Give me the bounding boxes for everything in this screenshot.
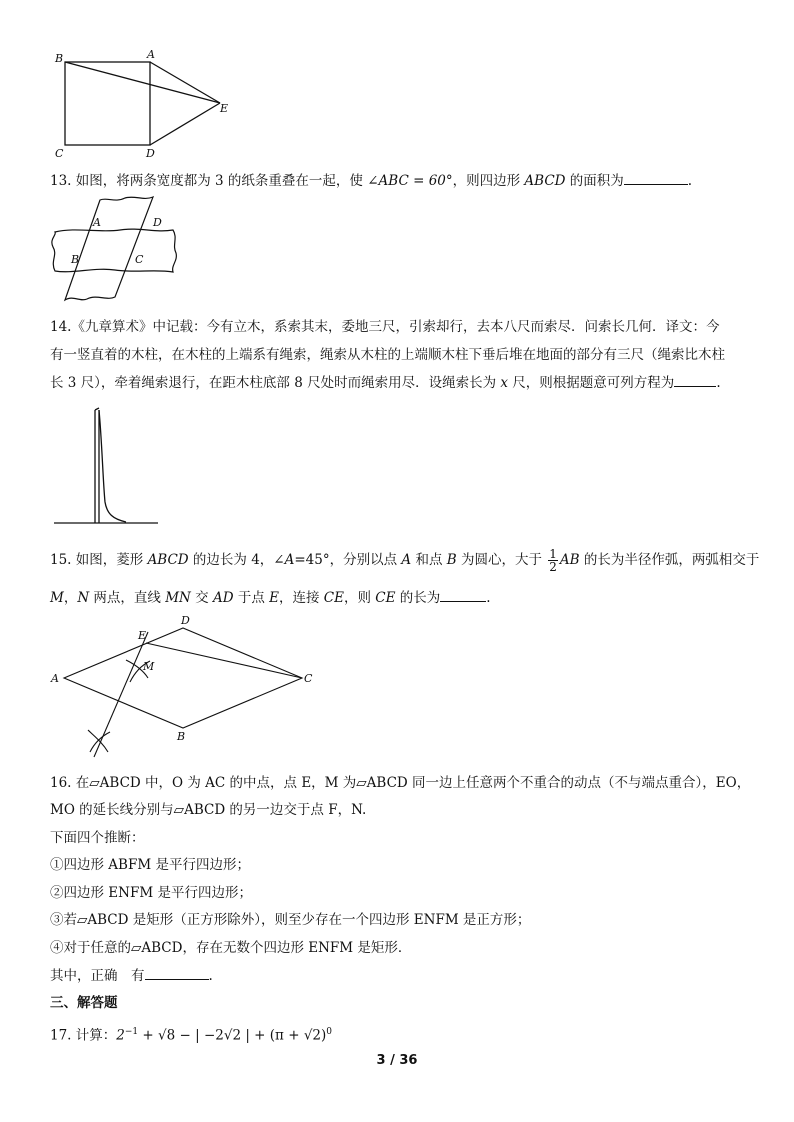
q15-text-c: =45°，分别以点 (294, 552, 402, 568)
q15-line2 (50, 587, 491, 608)
q15-CE: CE (323, 590, 344, 606)
q14-answer-blank[interactable] (674, 372, 716, 387)
q16-answer-blank[interactable] (145, 965, 209, 980)
figure-q13 (45, 195, 185, 310)
q15-E: E (269, 590, 279, 606)
fig15-label-C: C (304, 672, 313, 685)
q17-label: 17. 计算： (50, 1027, 117, 1044)
q16-inference-3: ③若▱ABCD 是矩形（正方形除外），则至少存在一个四边形 ENFM 是正方形； (50, 912, 531, 928)
q15-AB: AB (559, 552, 580, 568)
q15-text-i: 于点 (233, 590, 270, 606)
q14-var-x: x (500, 375, 509, 391)
q16-line3: 下面四个推断： (50, 830, 145, 846)
q13-middle: ，则四边形 (452, 173, 525, 189)
q14-line2: 有一竖直着的木柱，在木柱的上端系有绳索，绳索从木柱的上端顺木柱下垂后堆在地面的部分有三尺（绳索比木柱 (50, 347, 725, 363)
fig13-label-B: B (71, 253, 80, 266)
fig15-label-D: D (181, 614, 190, 627)
q14-line3 (50, 372, 721, 393)
q16-answer-line (50, 965, 213, 986)
page-number: 3 / 36 (376, 1053, 418, 1068)
figure-q14 (50, 402, 165, 527)
fig12-label-A: A (147, 48, 155, 61)
q14-line3-a: 长 3 尺），牵着绳索退行，在距木柱底部 8 尺处时而绳索用尽．设绳索长为 (50, 375, 501, 391)
q15-text-a: 15. 如图，菱形 (50, 552, 148, 568)
q17-expression: + √8 − | −2√2 | + (π + √2) (138, 1027, 327, 1044)
section-3-heading: 三、解答题 (50, 995, 118, 1011)
q16-inference-2: ②四边形 ENFM 是平行四边形； (50, 885, 252, 901)
fig13-label-C: C (135, 253, 144, 266)
q16-answer-prefix: 其中，正确 有 (50, 968, 145, 984)
q17-exp2: 0 (326, 1027, 333, 1037)
figure-q15 (50, 612, 330, 762)
q15-text-e: 为圆心，大于 (456, 552, 547, 568)
q15-fraction (548, 548, 558, 573)
q14-line3-b: 尺，则根据题意可列方程为 (508, 375, 675, 391)
q15-text-j: ，连接 (279, 590, 324, 606)
fig12-label-C: C (55, 147, 64, 160)
fig15-label-E: E (138, 629, 147, 642)
fig15-label-B: B (177, 730, 186, 743)
q16-line1: 16. 在▱ABCD 中，O 为 AC 的中点，点 E，M 为▱ABCD 同一边上任意两个不重合的动点（不与端点重合），EO， (50, 775, 751, 791)
q15-text-f: 的长为半径作弧，两弧相交于 (579, 552, 760, 568)
q15-N: N (77, 590, 90, 606)
q16-inference-4: ④对于任意的▱ABCD，存在无数个四边形 ENFM 是矩形． (50, 940, 412, 956)
q15-text-h: 交 (190, 590, 213, 606)
q17-exp1: −1 (124, 1027, 139, 1037)
q15-frac-num: 1 (549, 547, 557, 561)
q13-answer-blank[interactable] (624, 170, 688, 185)
fig12-label-E: E (220, 102, 229, 115)
q15-text-k: ，则 (343, 590, 376, 606)
fig13-label-A: A (93, 216, 101, 229)
q14-end: . (716, 375, 721, 391)
q14-line1: 14.《九章算术》中记载：今有立木，系索其末，委地三尺，引索却行，去本八尺而索尽．问索长几何．译文：今 (50, 319, 720, 335)
q15-angle-A: A (284, 552, 295, 568)
q15-text-g: 两点，直线 (89, 590, 166, 606)
q15-text-l: 的长为 (395, 590, 441, 606)
q15-end: . (486, 590, 491, 606)
q15-line1 (50, 546, 759, 574)
fig12-label-B: B (55, 52, 64, 65)
q15-CE-2: CE (375, 590, 396, 606)
q13-suffix: 的面积为 (565, 173, 624, 189)
q13-angle: ∠ABC = 60° (367, 173, 453, 189)
q15-comma: ， (63, 590, 78, 606)
q13-quad: ABCD (524, 173, 566, 189)
q15-MN: MN (165, 590, 191, 606)
figure-q12 (50, 45, 250, 165)
q15-frac-den: 2 (549, 560, 557, 574)
q16-end: . (208, 968, 213, 984)
q15-text-d: 和点 (411, 552, 447, 568)
q13-end: . (687, 173, 693, 189)
fig13-label-D: D (153, 216, 162, 229)
q16-inference-1: ①四边形 ABFM 是平行四边形； (50, 857, 250, 873)
q17-line (50, 1022, 332, 1046)
q17-base: 2 (116, 1027, 125, 1044)
q13-prefix: 13. 如图，将两条宽度都为 3 的纸条重叠在一起，使 (50, 173, 368, 189)
fig15-label-M: M (143, 660, 155, 673)
q16-line2: MO 的延长线分别与▱ABCD 的另一边交于点 F，N. (50, 802, 367, 818)
fig15-label-A: A (51, 672, 59, 685)
q15-text-b: 的边长为 4，∠ (188, 552, 285, 568)
fig12-label-D: D (146, 147, 155, 160)
q13-text (50, 170, 692, 191)
q15-point-B: B (446, 552, 457, 568)
q15-AD: AD (212, 590, 234, 606)
q15-answer-blank[interactable] (440, 587, 486, 602)
q15-point-A: A (401, 552, 412, 568)
q15-quad: ABCD (147, 552, 189, 568)
q15-M: M (50, 590, 64, 606)
